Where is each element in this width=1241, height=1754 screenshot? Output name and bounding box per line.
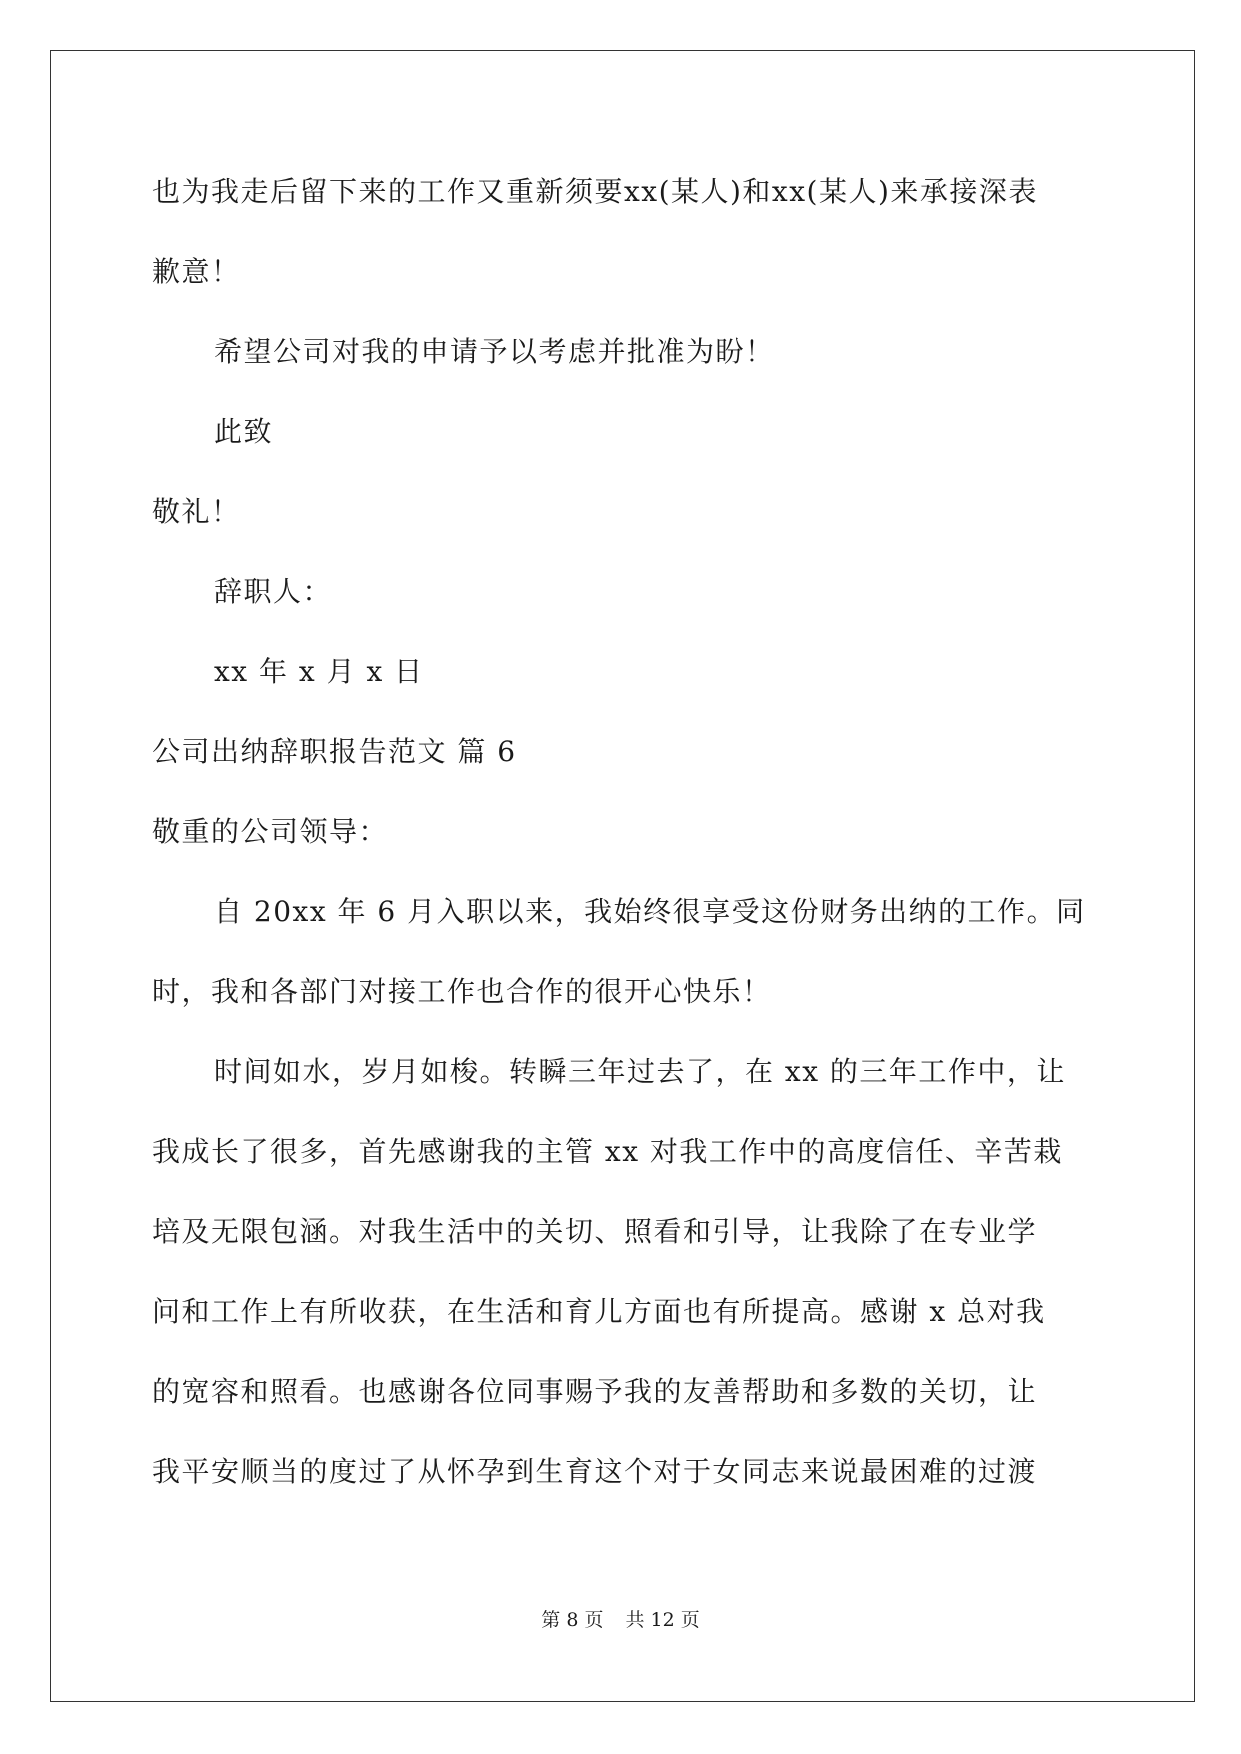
signature-label: 辞职人：: [214, 575, 333, 608]
text-line-1: 也为我走后留下来的工作又重新须要xx(某人)和xx(某人)来承接深表: [152, 175, 1038, 208]
text-line-12: 时间如水，岁月如梭。转瞬三年过去了，在 xx 的三年工作中，让: [214, 1055, 1066, 1088]
text-line-13: 我成长了很多，首先感谢我的主管 xx 对我工作中的高度信任、辛苦栽: [152, 1135, 1063, 1168]
document-body: [152, 160, 1092, 1520]
text-line-10: 自 20xx 年 6 月入职以来，我始终很享受这份财务出纳的工作。同: [214, 895, 1086, 928]
text-line-3: 希望公司对我的申请予以考虑并批准为盼！: [214, 335, 775, 368]
section-heading: 公司出纳辞职报告范文 篇 6: [152, 735, 517, 768]
text-line-2: 歉意！: [152, 255, 241, 288]
date-line: xx 年 x 月 x 日: [214, 655, 424, 688]
text-line-11: 时，我和各部门对接工作也合作的很开心快乐！: [152, 975, 772, 1008]
text-line-15: 问和工作上有所收获，在生活和育儿方面也有所提高。感谢 x 总对我: [152, 1295, 1046, 1328]
closing-regards: 敬礼！: [152, 495, 241, 528]
page-number: 第 8 页: [541, 1609, 604, 1631]
greeting-line: 敬重的公司领导：: [152, 815, 389, 848]
page-footer: [0, 1605, 1241, 1632]
text-line-16: 的宽容和照看。也感谢各位同事赐予我的友善帮助和多数的关切，让: [152, 1375, 1038, 1408]
page-total: 共 12 页: [625, 1609, 700, 1631]
text-line-14: 培及无限包涵。对我生活中的关切、照看和引导，让我除了在专业学: [152, 1215, 1038, 1248]
text-line-17: 我平安顺当的度过了从怀孕到生育这个对于女同志来说最困难的过渡: [152, 1455, 1038, 1488]
closing-salutation: 此致: [214, 415, 274, 448]
